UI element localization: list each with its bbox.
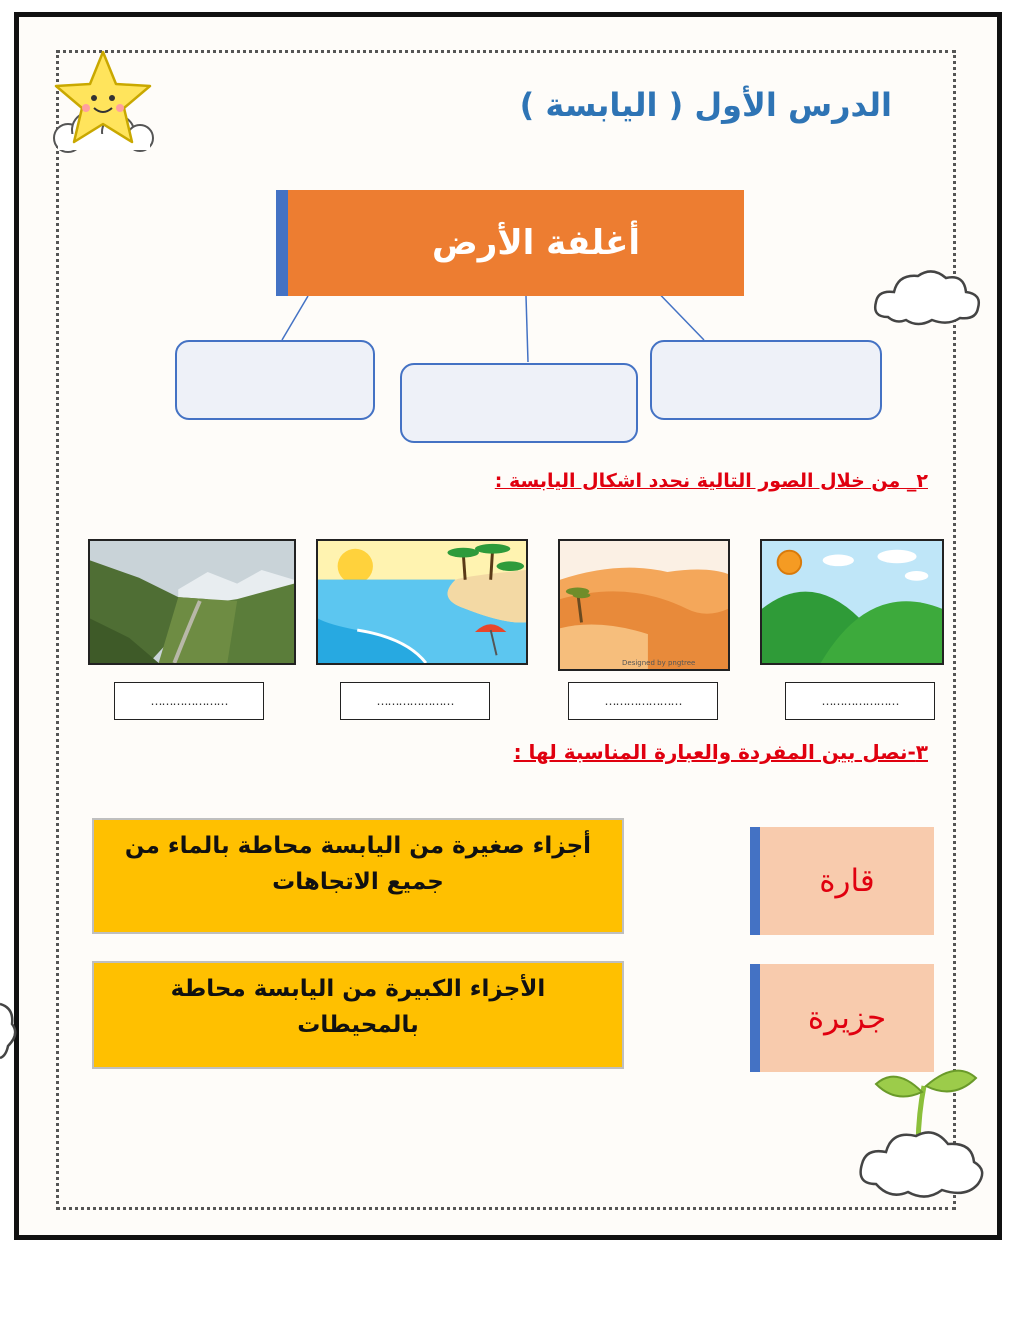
cloud-icon [0,1000,22,1060]
term-label-2: جزيرة [807,1000,887,1036]
blank-answer-3[interactable]: ………………… [568,682,718,720]
blank-answer-1[interactable]: ………………… [114,682,264,720]
question-2: ٢_ من خلال الصور التالية نحدد اشكال اليابسة : [494,470,928,492]
earth-layers-box [276,190,744,296]
hills-picture [760,539,944,665]
desert-picture [558,539,730,671]
definition-box-continent[interactable] [92,961,624,1069]
answer-box-middle[interactable] [400,363,638,443]
blank-answer-2[interactable]: ………………… [340,682,490,720]
valley-picture [88,539,296,665]
term-box-continent[interactable] [750,827,934,935]
cloud-icon [868,262,988,332]
definition-text-2: الأجزاء الكبيرة من اليابسة محاطة بالمحيطات [170,976,546,1038]
blank-answer-4[interactable]: ………………… [785,682,935,720]
earth-layers-label: أغلفة الأرض [432,223,640,263]
answer-box-right[interactable] [650,340,882,420]
beach-picture [316,539,528,665]
question-3: ٣-نصل بين المفردة والعبارة المناسبة لها : [513,740,928,764]
definition-box-island[interactable] [92,818,624,934]
answer-box-left[interactable] [175,340,375,420]
desert-watermark: Designed by pngtree [622,659,696,667]
sprout-icon [846,1056,996,1206]
lesson-title: الدرس الأول ( اليابسة ) [519,86,892,124]
term-label-1: قارة [819,863,875,899]
smiling-star-icon [28,46,168,156]
term-box-island[interactable] [750,964,934,1072]
definition-text-1: أجزاء صغيرة من اليابسة محاطة بالماء من جميع الاتجاهات [124,833,592,895]
